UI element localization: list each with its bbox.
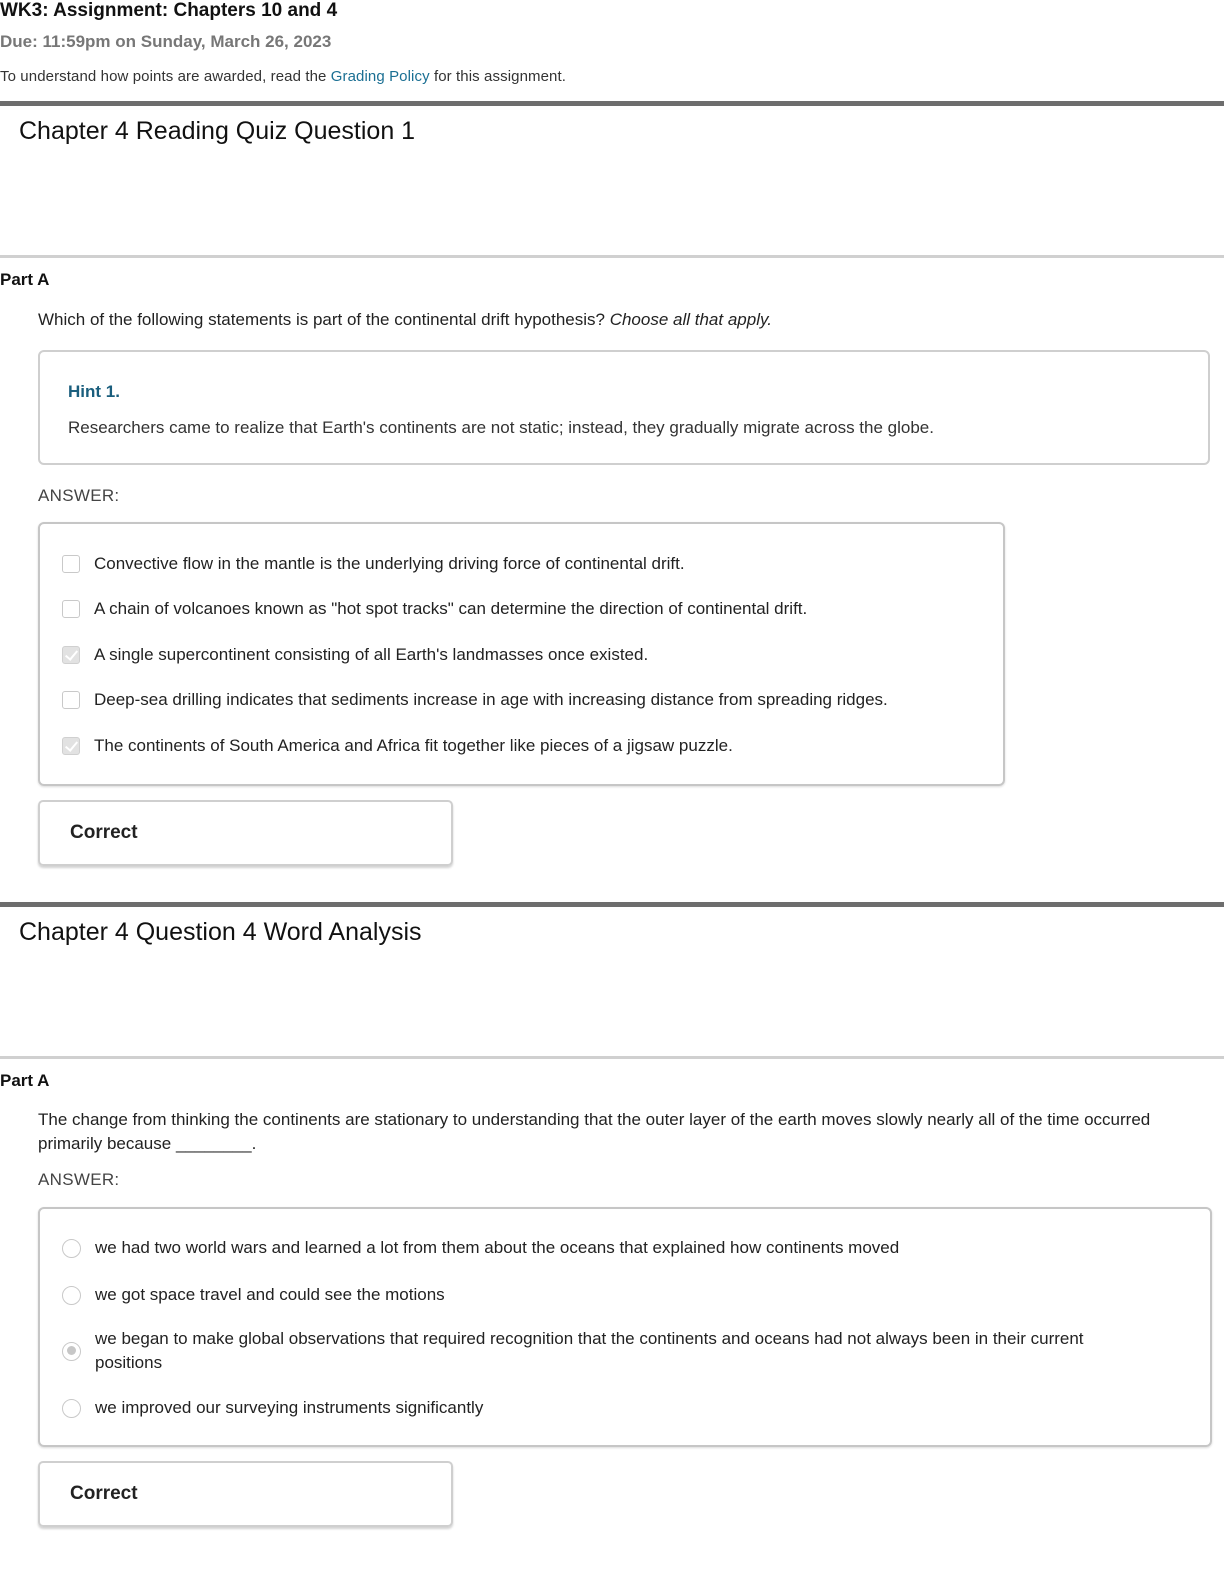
question-2-title: Chapter 4 Question 4 Word Analysis — [19, 918, 422, 946]
checkbox[interactable] — [62, 555, 80, 573]
checkbox-checked[interactable] — [62, 646, 80, 664]
policy-suffix: for this assignment. — [429, 68, 567, 85]
due-date: Due: 11:59pm on Sunday, March 26, 2023 — [0, 32, 332, 51]
answer-choice[interactable] — [62, 1327, 1150, 1375]
choice-text: Convective flow in the mantle is the underlying driving force of continental drift. — [94, 554, 685, 573]
question-1-title: Chapter 4 Reading Quiz Question 1 — [19, 117, 416, 145]
answer-choice[interactable] — [62, 643, 993, 667]
question-2-answer-box — [38, 1207, 1212, 1447]
choice-text: we got space travel and could see the motions — [95, 1285, 445, 1304]
assignment-title: WK3: Assignment: Chapters 10 and 4 — [0, 0, 338, 21]
part-divider — [0, 255, 1224, 258]
question-2-answer-label: ANSWER: — [38, 1170, 120, 1189]
choice-text: The continents of South America and Africa fit together like pieces of a jigsaw puzzle. — [94, 736, 733, 755]
answer-choice[interactable] — [62, 597, 993, 621]
hint-box — [38, 350, 1210, 465]
question-divider — [0, 902, 1224, 907]
question-1-part-label: Part A — [0, 270, 50, 289]
hint-title[interactable]: Hint 1. — [68, 382, 120, 401]
result-text: Correct — [70, 822, 138, 843]
answer-choice[interactable] — [62, 1236, 1200, 1260]
choice-text: we began to make global observations that required recognition that the continents and oceans had not always been in their current positions — [95, 1329, 1084, 1372]
answer-choice[interactable] — [62, 688, 993, 712]
answer-choice[interactable] — [62, 552, 993, 576]
hint-text: Researchers came to realize that Earth's continents are not static; instead, they gradually migrate across the globe. — [68, 418, 934, 437]
choice-text: A single supercontinent consisting of all Earth's landmasses once existed. — [94, 645, 649, 664]
radio-button-selected[interactable] — [62, 1342, 81, 1361]
answer-choice[interactable] — [62, 1396, 1200, 1420]
checkbox[interactable] — [62, 691, 80, 709]
policy-prefix: To understand how points are awarded, read the — [0, 68, 331, 85]
result-text: Correct — [70, 1483, 138, 1504]
radio-button[interactable] — [62, 1286, 81, 1305]
part-divider — [0, 1056, 1224, 1059]
grading-policy-link[interactable]: Grading Policy — [330, 68, 430, 85]
answer-choice[interactable] — [62, 734, 993, 758]
choice-text: A chain of volcanoes known as "hot spot tracks" can determine the direction of continental drift. — [94, 599, 808, 618]
question-2-part-label: Part A — [0, 1071, 50, 1090]
checkbox-checked[interactable] — [62, 737, 80, 755]
answer-choice[interactable] — [62, 1283, 1200, 1307]
radio-button[interactable] — [62, 1399, 81, 1418]
choice-text: we improved our surveying instruments significantly — [95, 1398, 484, 1417]
radio-button[interactable] — [62, 1239, 81, 1258]
choice-text: Deep-sea drilling indicates that sediments increase in age with increasing distance from spreading ridges. — [94, 690, 888, 709]
question-1-answer-label: ANSWER: — [38, 486, 120, 505]
question-1-prompt-emphasis: Choose all that apply. — [609, 310, 772, 329]
question-divider — [0, 101, 1224, 106]
checkbox[interactable] — [62, 600, 80, 618]
question-2-prompt: The change from thinking the continents are stationary to understanding that the outer layer of the earth moves slowly nearly all of the time occurred primarily because ________. — [38, 1110, 1151, 1153]
question-1-prompt-text: Which of the following statements is part of the continental drift hypothesis? — [38, 310, 610, 329]
choice-text: we had two world wars and learned a lot from them about the oceans that explained how continents moved — [95, 1238, 900, 1257]
question-1-result — [38, 800, 453, 866]
question-1-answer-box — [38, 522, 1005, 786]
question-1-prompt — [38, 308, 1213, 332]
grading-policy-line — [0, 68, 566, 85]
question-2-result — [38, 1461, 453, 1527]
